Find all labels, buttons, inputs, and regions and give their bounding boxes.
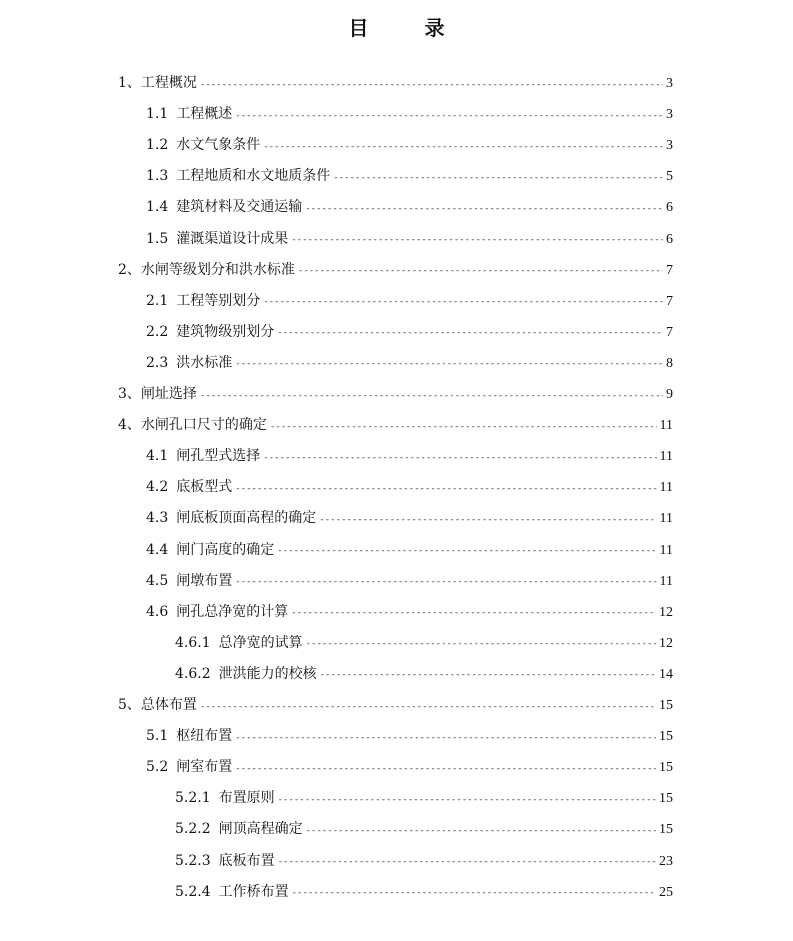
- toc-entry-title: 工作桥布置: [218, 883, 289, 900]
- toc-entry-number: 4.6.2: [175, 665, 211, 682]
- toc-entry-page-number: 15: [659, 791, 673, 807]
- toc-entry-title: 灌溉渠道设计成果: [176, 230, 289, 247]
- toc-entry-page-number: 5: [666, 169, 673, 185]
- toc-entry-number: 3、: [118, 386, 141, 402]
- toc-dot-leader: [235, 109, 663, 123]
- toc-dot-leader: [333, 171, 663, 185]
- toc-entry-page-number: 11: [659, 542, 673, 558]
- toc-entry[interactable]: [175, 783, 673, 814]
- toc-entry[interactable]: [118, 255, 673, 286]
- toc-dot-leader: [292, 886, 656, 900]
- toc-entry[interactable]: [146, 224, 673, 255]
- toc-entry[interactable]: [146, 317, 673, 348]
- toc-entry-title: 布置原则: [218, 790, 275, 807]
- toc-entry-number: 4.3: [146, 510, 169, 527]
- toc-entry-page-number: 7: [666, 262, 673, 278]
- toc-entry-number: 2.2: [146, 323, 169, 340]
- toc-entry-page-number: 14: [659, 666, 673, 682]
- toc-dot-leader: [200, 700, 656, 714]
- toc-entry-page-number: 7: [666, 293, 673, 309]
- toc-entry[interactable]: [146, 161, 673, 192]
- toc-entry-title: 建筑物级别划分: [176, 323, 275, 340]
- toc-entry-page-number: 11: [659, 449, 673, 465]
- toc-entry-page-number: 11: [659, 511, 673, 527]
- toc-entry-page-number: 11: [659, 573, 673, 589]
- toc-entry-title: 水文气象条件: [176, 137, 261, 154]
- toc-dot-leader: [306, 824, 656, 838]
- toc-entry-title: 闸底板顶面高程的确定: [176, 510, 317, 527]
- toc-entry[interactable]: [146, 535, 673, 566]
- toc-entry-number: 1.1: [146, 106, 169, 123]
- toc-entry-title: 闸孔型式选择: [176, 448, 261, 465]
- toc-entry-title: 洪水标准: [176, 354, 233, 371]
- toc-entry-number: 2.3: [146, 354, 169, 371]
- toc-entry[interactable]: [146, 472, 673, 503]
- toc-entry-page-number: 7: [666, 324, 673, 340]
- toc-dot-leader: [298, 264, 663, 278]
- toc-dot-leader: [277, 544, 656, 558]
- toc-entry-number: 1、: [118, 75, 141, 91]
- toc-entry-title: 闸门高度的确定: [176, 541, 275, 558]
- toc-entry-title: 总体布置: [140, 697, 197, 713]
- toc-dot-leader: [270, 420, 657, 434]
- page-title: [0, 12, 793, 41]
- toc-dot-leader: [263, 140, 663, 154]
- toc-entry-number: 5、: [118, 697, 141, 713]
- toc-dot-leader: [278, 793, 656, 807]
- toc-entry-number: 4.6.1: [175, 634, 211, 651]
- toc-entry-number: 5.1: [146, 728, 169, 745]
- toc-entry[interactable]: [118, 379, 673, 410]
- toc-entry-page-number: 15: [659, 822, 673, 838]
- toc-entry-number: 5.2: [146, 759, 169, 776]
- toc-entry-number: 1.3: [146, 168, 169, 185]
- title-char-right: 录: [424, 16, 445, 40]
- toc-dot-leader: [320, 668, 656, 682]
- toc-dot-leader: [200, 389, 663, 403]
- toc-entry-page-number: 3: [666, 76, 673, 91]
- toc-entry[interactable]: [118, 68, 673, 99]
- toc-entry-number: 5.2.2: [175, 821, 211, 838]
- toc-entry-title: 工程概述: [176, 106, 233, 123]
- toc-entry[interactable]: [146, 99, 673, 130]
- toc-entry-title: 底板布置: [218, 852, 275, 869]
- toc-entry-title: 闸址选择: [140, 386, 197, 402]
- toc-entry-page-number: 11: [659, 418, 673, 434]
- toc-entry-title: 工程地质和水文地质条件: [176, 168, 331, 185]
- toc-dot-leader: [235, 482, 656, 496]
- toc-entry-page-number: 15: [659, 729, 673, 745]
- toc-entry-number: 4.6: [146, 603, 169, 620]
- toc-entry[interactable]: [146, 441, 673, 472]
- toc-entry-title: 闸孔总净宽的计算: [176, 603, 289, 620]
- toc-entry-title: 闸顶高程确定: [218, 821, 303, 838]
- toc-entry[interactable]: [146, 566, 673, 597]
- toc-entry-page-number: 25: [659, 884, 673, 900]
- toc-dot-leader: [235, 575, 656, 589]
- toc-entry-page-number: 11: [659, 480, 673, 496]
- toc-dot-leader: [235, 731, 656, 745]
- toc-entry-page-number: 8: [666, 355, 673, 371]
- toc-entry-page-number: 12: [659, 635, 673, 651]
- toc-entry[interactable]: [146, 130, 673, 161]
- toc-entry-page-number: 12: [659, 604, 673, 620]
- toc-entry[interactable]: [146, 752, 673, 783]
- toc-dot-leader: [305, 202, 663, 216]
- toc-entry[interactable]: [175, 659, 673, 690]
- toc-entry-page-number: 3: [666, 138, 673, 154]
- toc-entry-title: 水闸孔口尺寸的确定: [140, 417, 267, 434]
- toc-entry-number: 1.2: [146, 137, 169, 154]
- toc-entry[interactable]: [146, 503, 673, 534]
- toc-entry-number: 4、: [118, 417, 141, 434]
- toc-entry-page-number: 15: [659, 698, 673, 713]
- toc-entry[interactable]: [118, 690, 673, 721]
- toc-entry[interactable]: [146, 348, 673, 379]
- toc-entry-number: 1.4: [146, 199, 169, 216]
- toc-entry-number: 4.1: [146, 448, 169, 465]
- toc-dot-leader: [263, 451, 656, 465]
- toc-entry[interactable]: [146, 721, 673, 752]
- toc-entry-title: 底板型式: [176, 479, 233, 496]
- toc-entry[interactable]: [175, 846, 673, 877]
- toc-entry-page-number: 9: [666, 387, 673, 402]
- toc-dot-leader: [291, 233, 663, 247]
- toc-entry-title: 泄洪能力的校核: [218, 665, 317, 682]
- toc-entry-title: 建筑材料及交通运输: [176, 199, 303, 216]
- toc-dot-leader: [200, 78, 663, 92]
- toc-entry[interactable]: [175, 814, 673, 845]
- toc-entry-number: 2.1: [146, 292, 169, 309]
- toc-entry-title: 水闸等级划分和洪水标准: [140, 261, 295, 278]
- toc-entry[interactable]: [146, 192, 673, 223]
- toc-dot-leader: [319, 513, 656, 527]
- toc-entry-number: 5.2.3: [175, 852, 211, 869]
- toc-dot-leader: [277, 326, 663, 340]
- title-char-left: 目: [348, 16, 369, 40]
- toc-entry-title: 总净宽的试算: [218, 634, 303, 651]
- toc-entry-number: 4.5: [146, 572, 169, 589]
- toc-dot-leader: [306, 637, 656, 651]
- toc-entry[interactable]: [146, 286, 673, 317]
- toc-entry-title: 闸墩布置: [176, 572, 233, 589]
- toc-dot-leader: [235, 762, 656, 776]
- toc-dot-leader: [263, 295, 663, 309]
- toc-entry-title: 工程概况: [140, 75, 197, 91]
- toc-entry-number: 4.2: [146, 479, 169, 496]
- toc-entry-number: 5.2.1: [175, 790, 211, 807]
- toc-entry-number: 4.4: [146, 541, 169, 558]
- toc-entry-page-number: 6: [666, 231, 673, 247]
- toc-dot-leader: [291, 606, 656, 620]
- toc-entry-number: 2、: [118, 261, 141, 278]
- toc-entry-title: 工程等别划分: [176, 292, 261, 309]
- toc-entry-number: 5.2.4: [175, 883, 211, 900]
- toc-entry[interactable]: [146, 597, 673, 628]
- toc-dot-leader: [235, 357, 663, 371]
- toc-entry[interactable]: [175, 628, 673, 659]
- toc-entry-page-number: 3: [666, 107, 673, 123]
- toc-entry[interactable]: [175, 877, 673, 908]
- toc-entry[interactable]: [118, 410, 673, 441]
- toc-entry-title: 枢纽布置: [176, 728, 233, 745]
- toc-dot-leader: [278, 855, 656, 869]
- toc-entry-page-number: 23: [659, 853, 673, 869]
- toc-entry-number: 1.5: [146, 230, 169, 247]
- toc-entry-page-number: 6: [666, 200, 673, 216]
- toc-entry-page-number: 15: [659, 760, 673, 776]
- toc-entry-title: 闸室布置: [176, 759, 233, 776]
